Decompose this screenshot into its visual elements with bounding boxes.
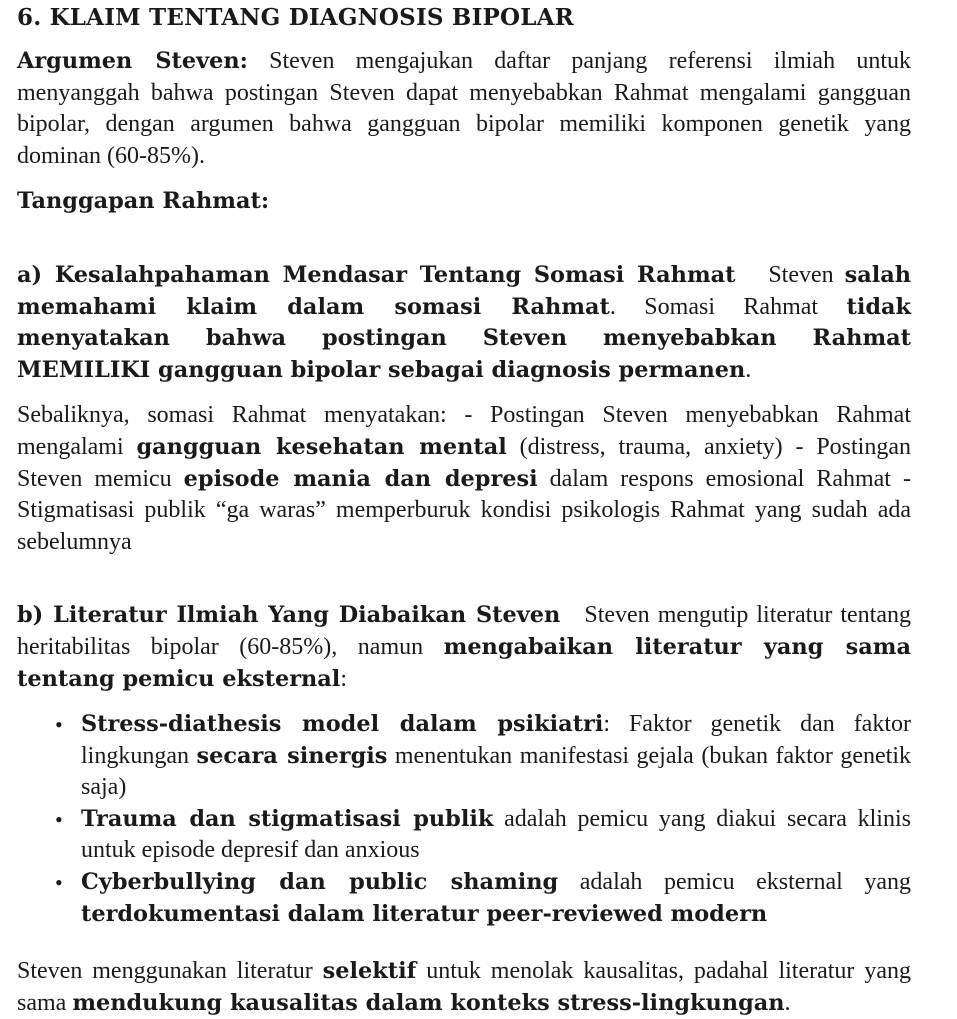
section-a-paragraph — [17, 260, 911, 386]
steven-argument-paragraph — [17, 46, 911, 172]
list-item-bold: Cyberbullying dan public shaming — [81, 869, 559, 896]
closing-text-3: . — [784, 989, 791, 1016]
list-item-text-2: menentukan manifestasi gejala (bukan faktor genetik saja) — [81, 742, 911, 801]
bullet-icon: • — [55, 712, 63, 738]
section-a-heading: a) Kesalahpahaman Mendasar Tentang Somasi Rahmat — [17, 261, 736, 288]
section-a-text-2: . Somasi Rahmat — [609, 293, 847, 320]
response-heading: Tanggapan Rahmat: — [17, 188, 270, 215]
pemicu-list — [17, 709, 911, 930]
section-a-bold-2: tidak menyatakan bahwa postingan Steven menyebabkan Rahmat MEMILIKI gangguan bipolar sebagai diagnosis permanen — [17, 293, 912, 383]
section-b-paragraph — [17, 600, 917, 695]
section-title: 6. KLAIM TENTANG DIAGNOSIS BIPOLAR — [17, 4, 574, 31]
closing-paragraph — [17, 956, 911, 1019]
response-heading-paragraph — [17, 186, 911, 218]
argument-text: Steven mengajukan daftar panjang referensi ilmiah untuk menyanggah bahwa postingan Steven dapat menyebabkan Rahmat mengalami gangguan bipolar, dengan argumen bahwa gangguan bipolar memiliki komponen genetik yang dominan (60-85%). — [17, 48, 911, 169]
list-item-bold: Trauma dan stigmatisasi publik — [81, 805, 494, 832]
section-a-text-3: . — [745, 356, 752, 383]
section-b-text-2: : — [340, 665, 347, 692]
section-a-bold-1: salah memahami klaim dalam somasi Rahmat — [17, 261, 912, 320]
closing-text-1: Steven menggunakan literatur — [17, 958, 323, 985]
section-b-bold-1: mengabaikan literatur yang sama tentang pemicu eksternal — [17, 633, 911, 692]
detail-text-1: Sebaliknya, somasi Rahmat menyatakan: - Postingan Steven menyebabkan Rahmat mengalami — [17, 402, 911, 460]
argument-label: Argumen Steven: — [17, 48, 248, 74]
detail-text-2: (distress, trauma, anxiety) - Postingan Steven memicu — [17, 433, 911, 492]
closing-bold-1: selektif — [322, 958, 417, 985]
list-item-bold: Stress-diathesis model dalam psikiatri — [81, 711, 604, 738]
section-b-heading: b) Literatur Ilmiah Yang Diabaikan Steven — [17, 602, 561, 629]
list-item-text: : Faktor genetik dan faktor lingkungan — [81, 711, 911, 769]
list-item — [17, 867, 911, 930]
section-a-text-1: Steven — [735, 261, 845, 288]
list-item — [17, 804, 911, 867]
list-item-bold-2: terdokumentasi dalam literatur peer-reviewed modern — [81, 900, 768, 927]
section-b-text-1: Steven mengutip literatur tentang heritabilitas bipolar (60-85%), namun — [17, 602, 917, 660]
closing-bold-2: mendukung kausalitas dalam konteks stress-lingkungan — [72, 989, 785, 1016]
detail-bold-2: episode mania dan depresi — [183, 465, 538, 492]
bullet-icon: • — [55, 806, 63, 832]
detail-text-3: dalam respons emosional Rahmat - Stigmatisasi publik “ga waras” memperburuk kondisi psikologis Rahmat yang sudah ada sebelumnya — [17, 465, 911, 555]
closing-text-2: untuk menolak kausalitas, padahal literatur yang sama — [17, 958, 911, 1016]
list-item-text: adalah pemicu yang diakui secara klinis untuk episode depresif dan anxious — [81, 805, 911, 864]
section-a-detail-paragraph — [17, 400, 911, 558]
list-item-bold-2: secara sinergis — [196, 742, 388, 769]
list-item-text: adalah pemicu eksternal yang — [558, 869, 911, 896]
list-item — [17, 709, 911, 804]
bullet-icon: • — [55, 870, 63, 896]
detail-bold-1: gangguan kesehatan mental — [136, 433, 507, 460]
